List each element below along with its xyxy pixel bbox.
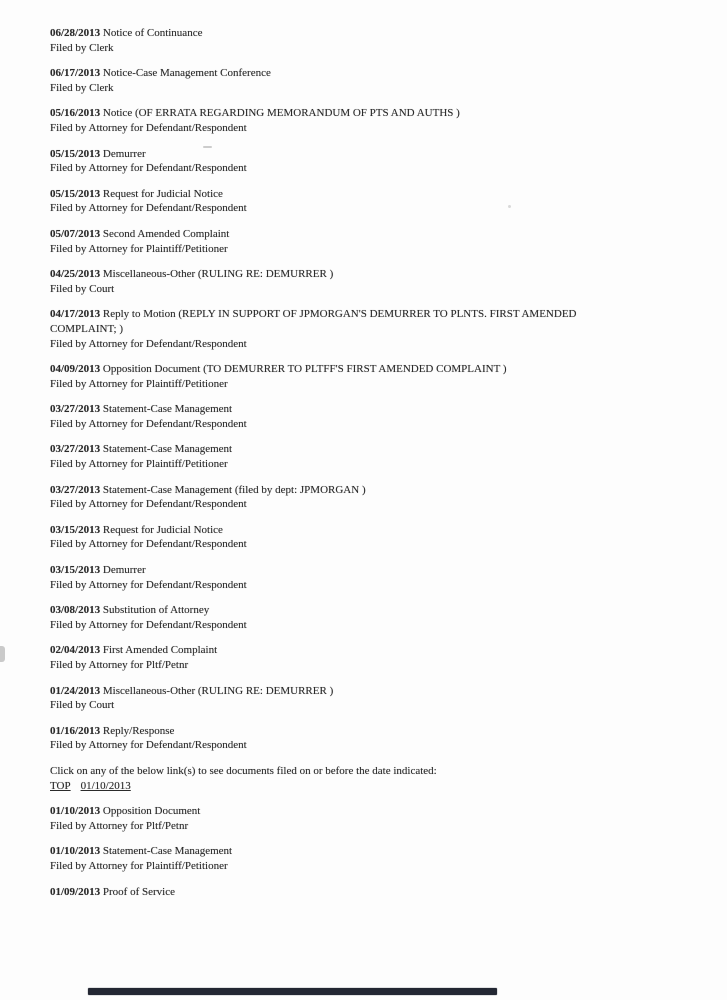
entry-filed-by: Filed by Attorney for Defendant/Respondent xyxy=(50,498,247,511)
entry-title-line xyxy=(50,483,625,498)
entry-description: Statement-Case Management xyxy=(100,443,233,456)
docket-entry xyxy=(50,227,625,256)
entry-title-line xyxy=(50,523,625,538)
docket-entry xyxy=(50,603,625,632)
entry-description: Demurrer xyxy=(100,564,146,577)
entry-description: Notice (OF ERRATA REGARDING MEMORANDUM OF PTS AND AUTHS ) xyxy=(100,107,460,120)
entry-description: Opposition Document xyxy=(100,805,201,818)
entry-filed-by: Filed by Attorney for Plaintiff/Petitioner xyxy=(50,377,228,390)
entry-title-line xyxy=(50,844,625,859)
entry-filed-by: Filed by Attorney for Defendant/Respondent xyxy=(50,538,247,551)
entry-title-line xyxy=(50,603,625,618)
entry-date: 03/15/2013 xyxy=(50,564,101,577)
docket-entry xyxy=(50,402,625,431)
entry-title-line xyxy=(50,187,625,202)
docket-entry xyxy=(50,267,625,296)
docket-entry xyxy=(50,307,625,351)
date-links-row xyxy=(50,779,625,794)
entry-description: Notice-Case Management Conference xyxy=(100,67,271,80)
entry-date: 04/25/2013 xyxy=(50,268,101,281)
docket-entry xyxy=(50,844,625,873)
entry-description: Miscellaneous-Other (RULING RE: DEMURRER ) xyxy=(100,684,334,697)
entry-filed-by: Filed by Court xyxy=(50,699,115,712)
entry-title-line xyxy=(50,684,625,699)
entry-title-line xyxy=(50,643,625,658)
entry-date: 05/15/2013 xyxy=(50,147,101,160)
entry-title-line xyxy=(50,307,625,336)
entry-title-line xyxy=(50,147,625,162)
entry-filed-by: Filed by Attorney for Defendant/Respondent xyxy=(50,337,247,350)
entry-date: 04/09/2013 xyxy=(50,363,101,376)
entry-filed-by: Filed by Attorney for Plaintiff/Petitioner xyxy=(50,859,228,872)
entry-title-line xyxy=(50,267,625,282)
entry-date: 03/15/2013 xyxy=(50,523,101,536)
docket-list-top xyxy=(50,26,650,753)
entry-title-line xyxy=(50,227,625,242)
entry-description: Statement-Case Management xyxy=(100,403,233,416)
entry-title-line xyxy=(50,362,625,377)
docket-entry xyxy=(50,362,625,391)
docket-entry xyxy=(50,187,625,216)
entry-description: Opposition Document (TO DEMURRER TO PLTFF'S FIRST AMENDED COMPLAINT ) xyxy=(100,363,507,376)
entry-date: 01/10/2013 xyxy=(50,845,101,858)
entry-date: 05/15/2013 xyxy=(50,187,101,200)
entry-title-line xyxy=(50,106,625,121)
entry-title-line xyxy=(50,442,625,457)
docket-entry xyxy=(50,684,625,713)
entry-description: Miscellaneous-Other (RULING RE: DEMURRER ) xyxy=(100,268,334,281)
entry-date: 02/04/2013 xyxy=(50,644,101,657)
entry-description: Reply/Response xyxy=(100,724,175,737)
entry-filed-by: Filed by Attorney for Pltf/Petnr xyxy=(50,819,189,832)
docket-entry xyxy=(50,26,625,55)
scan-artifact-edge-smudge xyxy=(0,646,5,662)
entry-date: 01/16/2013 xyxy=(50,724,101,737)
entry-filed-by: Filed by Court xyxy=(50,282,115,295)
entry-description: Substitution of Attorney xyxy=(100,604,210,617)
entry-date: 05/16/2013 xyxy=(50,107,101,120)
entry-filed-by: Filed by Attorney for Defendant/Respondent xyxy=(50,121,247,134)
entry-description: Request for Judicial Notice xyxy=(100,187,223,200)
docket-content xyxy=(50,26,650,910)
entry-description: First Amended Complaint xyxy=(100,644,218,657)
docket-entry xyxy=(50,147,625,176)
top-link[interactable]: TOP xyxy=(50,779,71,792)
entry-filed-by: Filed by Attorney for Defendant/Respondent xyxy=(50,162,247,175)
docket-entry xyxy=(50,523,625,552)
entry-description: Demurrer xyxy=(100,147,146,160)
date-link-section xyxy=(50,764,625,793)
entry-description: Statement-Case Management (filed by dept: JPMORGAN ) xyxy=(100,483,366,496)
entry-date: 06/17/2013 xyxy=(50,67,101,80)
docket-entry xyxy=(50,804,625,833)
docket-entry xyxy=(50,483,625,512)
docket-entry xyxy=(50,106,625,135)
docket-list-bottom xyxy=(50,804,650,899)
entry-filed-by: Filed by Attorney for Defendant/Respondent xyxy=(50,739,247,752)
entry-title-line xyxy=(50,885,625,900)
docket-entry xyxy=(50,643,625,672)
entry-description: Second Amended Complaint xyxy=(100,227,230,240)
entry-filed-by: Filed by Attorney for Defendant/Respondent xyxy=(50,202,247,215)
docket-entry xyxy=(50,66,625,95)
entry-title-line xyxy=(50,563,625,578)
entry-description: Request for Judicial Notice xyxy=(100,523,223,536)
entry-date: 01/24/2013 xyxy=(50,684,101,697)
entry-description: Statement-Case Management xyxy=(100,845,233,858)
entry-date: 05/07/2013 xyxy=(50,227,101,240)
docket-entry xyxy=(50,724,625,753)
entry-filed-by: Filed by Clerk xyxy=(50,41,114,54)
entry-description: Reply to Motion (REPLY IN SUPPORT OF JPMORGAN'S DEMURRER TO PLNTS. FIRST AMENDED COMPLAINT; ) xyxy=(50,308,577,335)
date-link-01-10-2013[interactable]: 01/10/2013 xyxy=(80,779,131,792)
entry-title-line xyxy=(50,26,625,41)
entry-date: 06/28/2013 xyxy=(50,27,101,39)
entry-filed-by: Filed by Attorney for Pltf/Petnr xyxy=(50,659,189,671)
link-instruction: Click on any of the below link(s) to see documents filed on or before the date indicated: xyxy=(50,764,437,777)
docket-entry xyxy=(50,885,625,900)
entry-filed-by: Filed by Attorney for Defendant/Respondent xyxy=(50,578,247,591)
entry-date: 03/08/2013 xyxy=(50,604,101,617)
entry-description: Proof of Service xyxy=(100,885,175,898)
docket-entry xyxy=(50,563,625,592)
entry-date: 04/17/2013 xyxy=(50,308,101,321)
entry-filed-by: Filed by Attorney for Plaintiff/Petitioner xyxy=(50,458,228,471)
entry-description: Notice of Continuance xyxy=(100,27,203,39)
entry-title-line xyxy=(50,804,625,819)
entry-title-line xyxy=(50,724,625,739)
entry-title-line xyxy=(50,402,625,417)
entry-filed-by: Filed by Attorney for Defendant/Respondent xyxy=(50,417,247,430)
entry-filed-by: Filed by Attorney for Defendant/Respondent xyxy=(50,618,247,631)
entry-title-line xyxy=(50,66,625,81)
entry-filed-by: Filed by Clerk xyxy=(50,81,114,94)
entry-date: 01/09/2013 xyxy=(50,885,101,898)
entry-filed-by: Filed by Attorney for Plaintiff/Petitioner xyxy=(50,242,228,255)
entry-date: 01/10/2013 xyxy=(50,805,101,818)
entry-date: 03/27/2013 xyxy=(50,443,101,456)
entry-date: 03/27/2013 xyxy=(50,403,101,416)
scan-artifact-bar xyxy=(88,988,497,995)
entry-date: 03/27/2013 xyxy=(50,483,101,496)
docket-entry xyxy=(50,442,625,471)
